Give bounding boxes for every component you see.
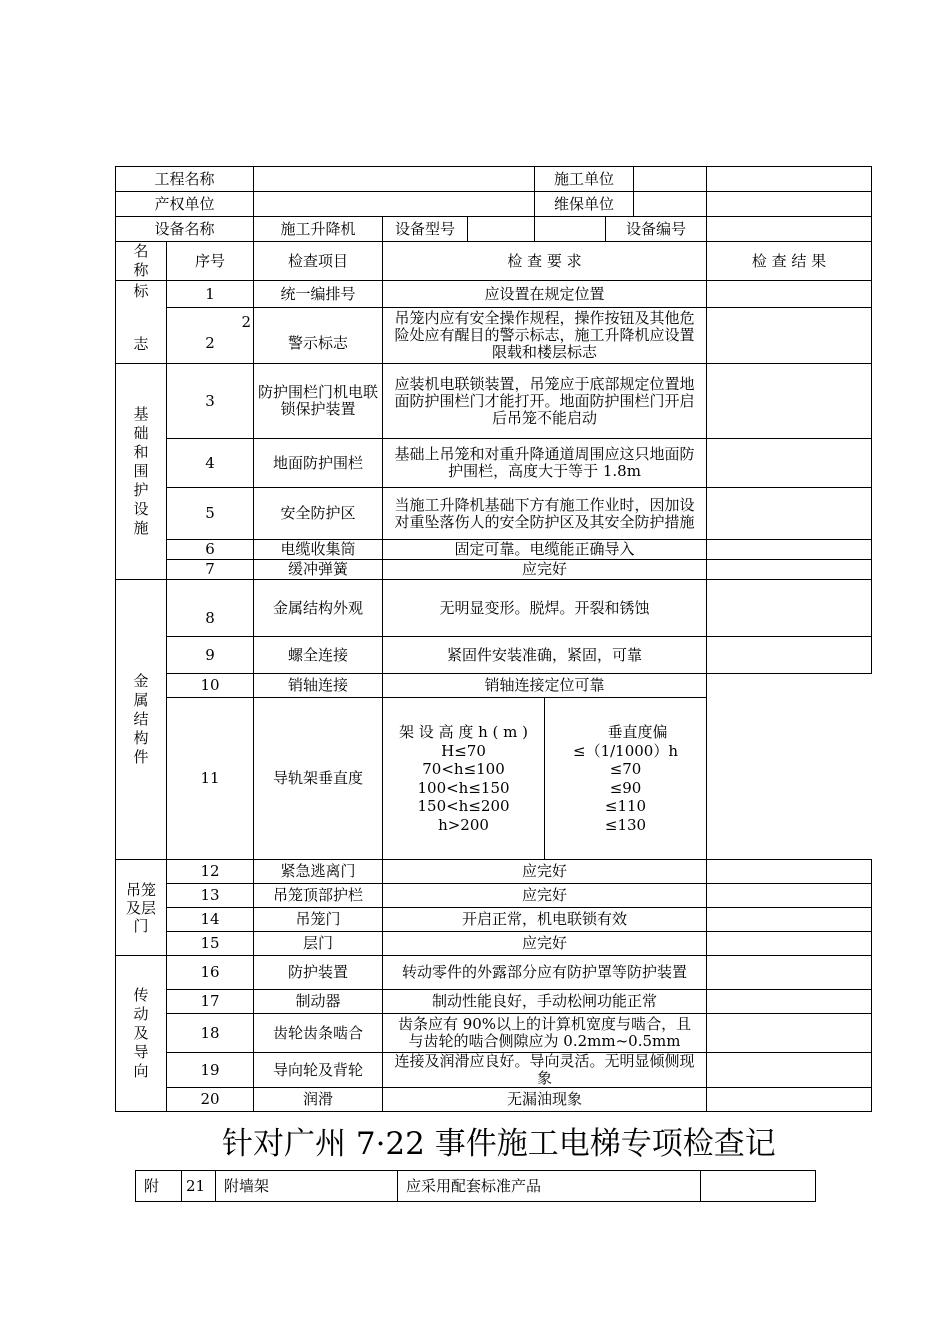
row-item: 层门	[254, 932, 383, 956]
table-row	[116, 439, 872, 488]
row-requirement: 固定可靠。电缆能正确导入	[383, 540, 707, 560]
row-no: 17	[167, 990, 254, 1014]
row-no: 6	[167, 540, 254, 560]
table-row	[116, 637, 872, 674]
table-row	[116, 932, 872, 956]
verticality-deviation: ≤70	[609, 760, 642, 778]
row-no: 16	[167, 956, 254, 990]
row-item: 螺全连接	[254, 637, 383, 674]
row-requirement: 齿条应有 90%以上的计算机宽度与啮合，且与齿轮的啮合侧隙应为 0.2mm~0.5mm	[383, 1014, 707, 1053]
row-result[interactable]	[707, 308, 872, 364]
row-requirement: 当施工升降机基础下方有施工作业时，因加设对重坠落伤人的安全防护区及其安全防护措施	[383, 488, 707, 540]
row-item: 电缆收集筒	[254, 540, 383, 560]
verticality-height: h>200	[438, 815, 489, 834]
row-item: 制动器	[254, 990, 383, 1014]
project-name-label: 工程名称	[116, 167, 254, 192]
row-result[interactable]	[707, 580, 872, 637]
category-metal: 金属结构件	[116, 580, 167, 860]
table-row	[116, 990, 872, 1014]
table-row	[116, 908, 872, 932]
equipment-number-label: 设备编号	[626, 219, 687, 238]
category-drive: 传动及导向	[116, 956, 167, 1112]
row-result[interactable]	[707, 488, 872, 540]
row-no: 21	[182, 1171, 216, 1202]
verticality-height-header: 架 设 高 度 h ( m )	[399, 723, 528, 741]
row-result[interactable]	[707, 860, 872, 884]
row-item: 安全防护区	[254, 488, 383, 540]
category-sign-bottom: 志	[133, 335, 149, 353]
table-row	[116, 308, 872, 364]
verticality-height-col	[383, 698, 545, 859]
row-no: 9	[167, 637, 254, 674]
row-requirement: 转动零件的外露部分应有防护罩等防护装置	[383, 956, 707, 990]
row-no: 15	[167, 932, 254, 956]
maintenance-unit-field-ext[interactable]	[707, 192, 872, 217]
row-result[interactable]	[707, 637, 872, 674]
row-no: 3	[167, 364, 254, 439]
verticality-deviation: ≤130	[604, 815, 647, 834]
category-sign-top: 标	[133, 282, 149, 300]
row-result[interactable]	[707, 439, 872, 488]
header-row-equipment	[116, 217, 872, 242]
row-no: 18	[167, 1014, 254, 1053]
equipment-name-value: 施工升降机	[254, 217, 383, 242]
equipment-model-cell	[383, 217, 535, 242]
row-no: 5	[167, 488, 254, 540]
row-requirement: 连接及润滑应良好。导向灵活。无明显倾侧现象	[383, 1053, 707, 1088]
verticality-deviation-header: 垂直度偏	[607, 723, 668, 741]
maintenance-unit-field[interactable]	[634, 192, 706, 216]
row-requirement: 销轴连接定位可靠	[383, 674, 707, 698]
extra-category: 附	[136, 1171, 182, 1202]
row-result[interactable]	[707, 540, 872, 560]
row-requirement: 应完好	[383, 560, 707, 580]
row-requirement: 紧固件安装准确，紧固，可靠	[383, 637, 707, 674]
row-result[interactable]	[707, 956, 872, 990]
row-item: 防护装置	[254, 956, 383, 990]
row-no: 7	[167, 560, 254, 580]
row-requirement: 应完好	[383, 932, 707, 956]
equipment-name-label: 设备名称	[116, 217, 254, 242]
equipment-number-field[interactable]	[707, 217, 872, 242]
col-header-name: 名称	[116, 242, 167, 281]
row-result[interactable]	[707, 932, 872, 956]
row-requirement: 开启正常，机电联锁有效	[383, 908, 707, 932]
table-row	[116, 1088, 872, 1112]
row-no: 4	[167, 439, 254, 488]
project-name-field[interactable]	[254, 167, 535, 192]
col-header-item: 检查项目	[254, 242, 383, 281]
extra-table	[135, 1170, 816, 1202]
equipment-model-label: 设备型号	[383, 217, 468, 241]
verticality-height: 70<h≤100	[422, 760, 505, 778]
row-item: 金属结构外观	[254, 580, 383, 637]
col-header-result: 检 查 结 果	[707, 242, 872, 281]
construction-unit-field-ext[interactable]	[707, 167, 872, 192]
row-requirement: 制动性能良好，手动松闸功能正常	[383, 990, 707, 1014]
row-item: 防护围栏门机电联锁保护装置	[254, 364, 383, 439]
row-result[interactable]	[707, 908, 872, 932]
row-no: 14	[167, 908, 254, 932]
property-unit-field[interactable]	[254, 192, 535, 217]
row-requirement: 应完好	[383, 884, 707, 908]
table-row	[116, 364, 872, 439]
verticality-height: 100<h≤150	[417, 778, 510, 797]
row-result[interactable]	[707, 884, 872, 908]
table-row	[116, 488, 872, 540]
row-no: 20	[167, 1088, 254, 1112]
header-row-property	[116, 192, 872, 217]
verticality-deviation: ≤90	[609, 778, 642, 797]
row-result[interactable]	[707, 281, 872, 308]
row-no: 12	[167, 860, 254, 884]
table-row	[116, 540, 872, 560]
row-requirement: 应采用配套标准产品	[398, 1171, 701, 1202]
inspection-table	[115, 166, 872, 1112]
table-row	[116, 580, 872, 637]
table-row	[116, 1053, 872, 1088]
row-requirement: 基础上吊笼和对重升降通道周围应这只地面防护围栏，高度大于等于 1.8m	[383, 439, 707, 488]
row-result[interactable]	[707, 674, 872, 860]
verticality-deviation-header-2: ≤（1/1000）h	[573, 741, 679, 760]
row-item: 统一编排号	[254, 281, 383, 308]
row-result[interactable]	[707, 364, 872, 439]
equipment-model-field[interactable]	[468, 217, 534, 241]
table-row	[116, 674, 872, 698]
table-row	[116, 884, 872, 908]
construction-unit-label: 施工单位	[535, 167, 634, 191]
row-result[interactable]	[707, 1088, 872, 1112]
col-header-requirement: 检 查 要 求	[383, 242, 707, 281]
table-row	[116, 560, 872, 580]
header-row-project	[116, 167, 872, 192]
row-no: 19	[167, 1053, 254, 1088]
row-result[interactable]	[707, 1014, 872, 1053]
row-result[interactable]	[701, 1171, 816, 1202]
row-no: 10	[167, 674, 254, 698]
row-item: 吊笼门	[254, 908, 383, 932]
stray-mark: 2	[241, 313, 252, 331]
equipment-number-cell	[535, 217, 707, 242]
col-header-seq: 序号	[167, 242, 254, 281]
row-item: 吊笼顶部护栏	[254, 884, 383, 908]
row-item: 导轨架垂直度	[254, 698, 383, 860]
category-foundation: 基础和围护设施	[116, 364, 167, 580]
row-no: 8	[167, 580, 254, 637]
maintenance-unit-cell	[535, 192, 707, 217]
row-item: 地面防护围栏	[254, 439, 383, 488]
row-item: 附墙架	[216, 1171, 398, 1202]
category-cage: 吊笼及层门	[116, 860, 167, 956]
document-title: 针对广州 7·22 事件施工电梯专项检查记	[222, 1126, 776, 1162]
verticality-table	[383, 698, 707, 860]
table-row	[116, 956, 872, 990]
row-requirement: 应装机电联锁装置，吊笼应于底部规定位置地面防护围栏门才能打开。地面防护围栏门开启后吊笼不能启动	[383, 364, 707, 439]
row-item: 导向轮及背轮	[254, 1053, 383, 1088]
row-item: 缓冲弹簧	[254, 560, 383, 580]
row-result[interactable]	[707, 990, 872, 1014]
row-result[interactable]	[707, 560, 872, 580]
row-requirement: 应完好	[383, 860, 707, 884]
verticality-height: H≤70	[441, 741, 486, 760]
maintenance-unit-label: 维保单位	[535, 192, 634, 216]
table-row	[116, 860, 872, 884]
verticality-deviation-col	[545, 698, 706, 859]
row-item: 警示标志	[254, 308, 383, 364]
row-item: 齿轮齿条啮合	[254, 1014, 383, 1053]
category-sign	[116, 281, 167, 364]
construction-unit-field[interactable]	[634, 167, 706, 191]
table-row	[116, 281, 872, 308]
row-requirement: 吊笼内应有安全操作规程，操作按钮及其他危险处应有醒目的警示标志，施工升降机应设置限载和楼层标志	[383, 308, 707, 364]
row-no: 11	[167, 698, 254, 860]
row-no: 1	[167, 281, 254, 308]
row-item: 紧急逃离门	[254, 860, 383, 884]
verticality-height: 150<h≤200	[417, 797, 510, 815]
row-requirement: 无明显变形。脱焊。开裂和锈蚀	[383, 580, 707, 637]
row-item: 润滑	[254, 1088, 383, 1112]
row-requirement: 无漏油现象	[383, 1088, 707, 1112]
row-no: 2 2	[167, 308, 254, 364]
column-header-row	[116, 242, 872, 281]
table-row	[136, 1171, 816, 1202]
row-no: 13	[167, 884, 254, 908]
construction-unit-cell	[535, 167, 707, 192]
row-requirement: 应设置在规定位置	[383, 281, 707, 308]
row-result[interactable]	[707, 1053, 872, 1088]
property-unit-label: 产权单位	[116, 192, 254, 217]
table-row	[116, 1014, 872, 1053]
verticality-deviation: ≤110	[604, 797, 647, 815]
row-item: 销轴连接	[254, 674, 383, 698]
